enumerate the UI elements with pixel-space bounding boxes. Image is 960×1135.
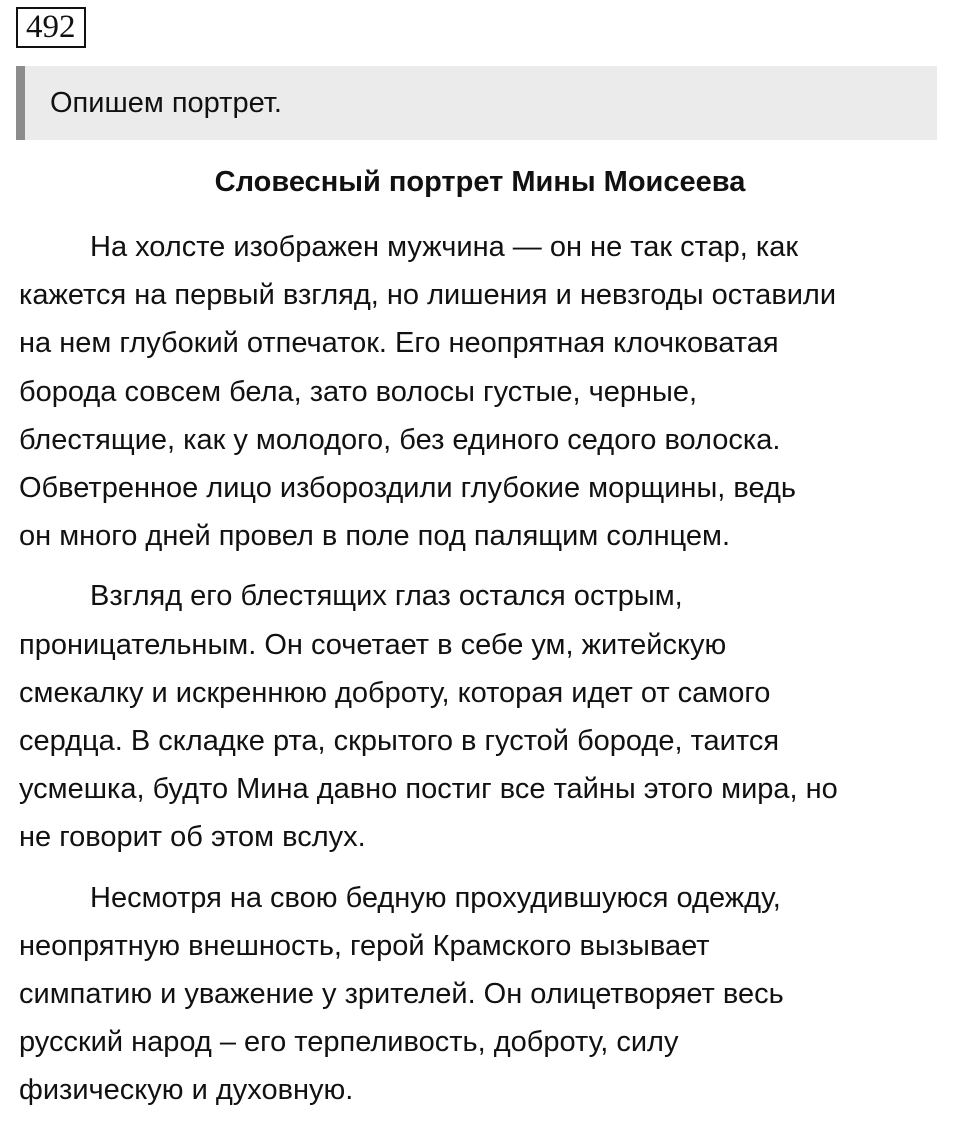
text-line: русский народ – его терпеливость, доброту, силу xyxy=(19,1026,679,1059)
text-line: смекалку и искреннюю доброту, которая идет от самого xyxy=(19,676,771,709)
text-line: не говорит об этом вслух. xyxy=(19,821,366,854)
text-line: сердца. В складке рта, скрытого в густой бороде, таится xyxy=(19,725,780,758)
essay-title: Словесный портрет Мины Моисеева xyxy=(214,166,746,198)
text-line: кажется на первый взгляд, но лишения и невзгоды оставили xyxy=(19,279,837,312)
paragraph-1 xyxy=(19,223,949,560)
text-line: Обветренное лицо избороздили глубокие морщины, ведь xyxy=(19,472,797,505)
prompt-text: Опишем портрет. xyxy=(50,87,282,119)
text-line: борода совсем бела, зато волосы густые, черные, xyxy=(19,375,698,408)
text-line: он много дней провел в поле под палящим солнцем. xyxy=(19,520,731,553)
text-line: на нем глубокий отпечаток. Его неопрятная клочковатая xyxy=(19,327,779,360)
prompt-box xyxy=(16,66,937,140)
text-line: На холсте изображен мужчина — он не так стар, как xyxy=(90,231,799,263)
task-number: 492 xyxy=(16,7,86,48)
text-line: Взгляд его блестящих глаз остался острым, xyxy=(90,580,683,613)
text-line: усмешка, будто Мина давно постиг все тайны этого мира, но xyxy=(19,773,838,806)
text-line: Несмотря на свою бедную прохудившуюся одежду, xyxy=(90,881,781,914)
text-line: неопрятную внешность, герой Крамского вызывает xyxy=(19,929,710,962)
text-line: физическую и духовную. xyxy=(19,1074,354,1107)
paragraph-3 xyxy=(19,874,949,1115)
text-line: симпатию и уважение у зрителей. Он олицетворяет весь xyxy=(19,978,784,1011)
essay-body xyxy=(19,223,949,1127)
text-line: блестящие, как у молодого, без единого седого волоска. xyxy=(19,423,781,456)
paragraph-2 xyxy=(19,572,949,861)
text-line: проницательным. Он сочетает в себе ум, житейскую xyxy=(19,628,727,661)
